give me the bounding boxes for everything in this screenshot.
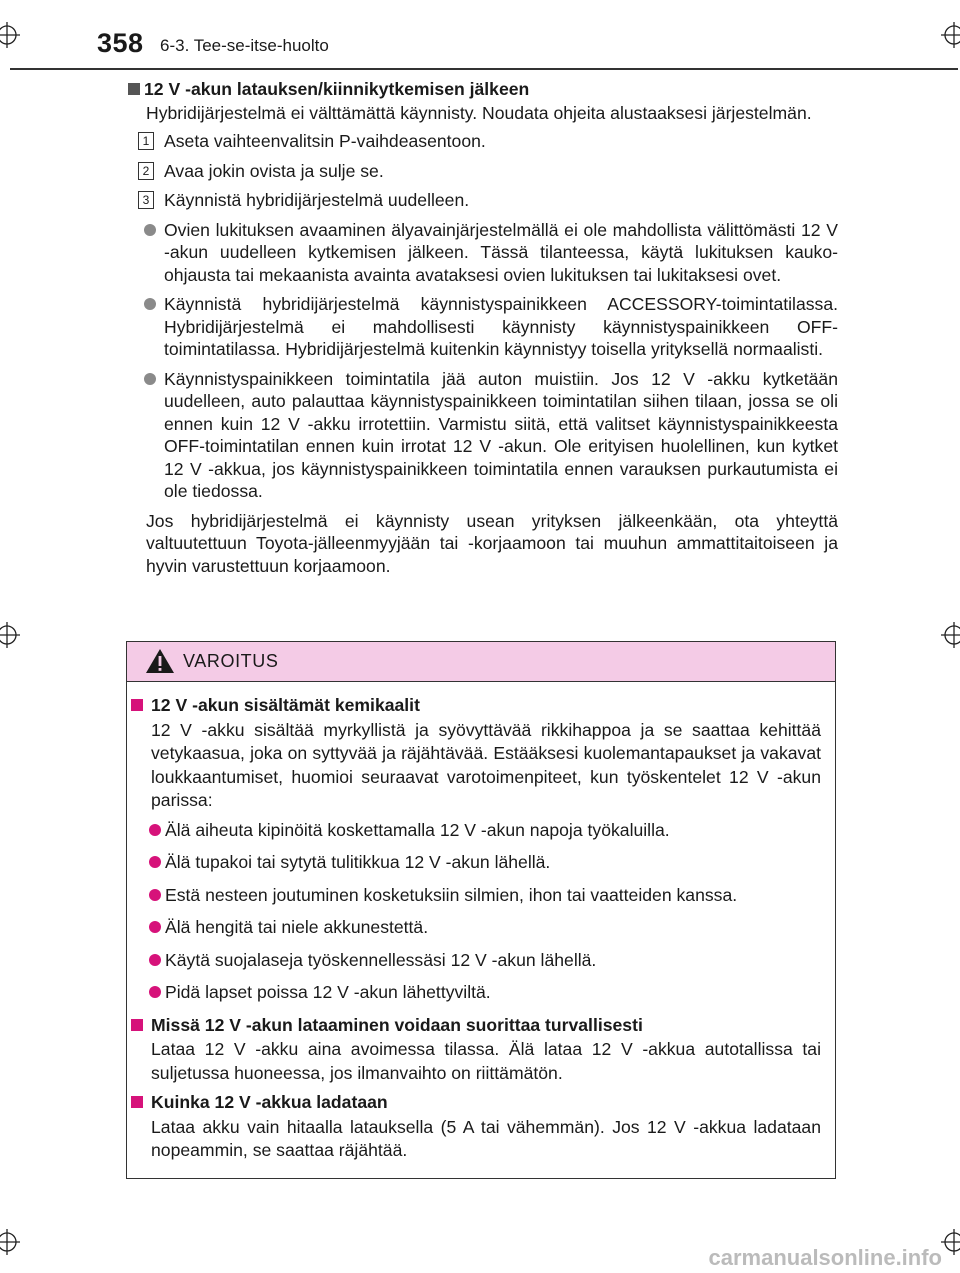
warning-paragraph: Lataa 12 V -akku aina avoimessa tilassa. Älä lataa 12 V -akkua autotallissa tai suljetussa huoneessa, jos ilmanvaihto on riittämätön. [151, 1039, 821, 1083]
step-text: Avaa jokin ovista ja sulje se. [164, 160, 384, 181]
warning-paragraph: 12 V -akku sisältää myrkyllistä ja syövyttävää rikkihappoa ja se saattaa kehittää vetykaasua, joka on syttyvää ja räjähtävää. Estääksesi kuolemantapaukset ja vakavat loukkaantumiset, huomioi seuraavat varotoimenpiteet, kun työskentelet 12 V -akun parissa: [151, 719, 821, 810]
crop-mark-mid-left-icon [0, 622, 20, 648]
step-item [126, 189, 838, 212]
circle-bullet-icon [144, 224, 156, 236]
warning-body [127, 694, 835, 1169]
warning-section-heading: 12 V -akun sisältämät kemikaalit [127, 694, 835, 718]
warning-bullet: Käytä suojalaseja työskennellessäsi 12 V -akun lähellä. [127, 949, 835, 973]
closing-paragraph: Jos hybridijärjestelmä ei käynnisty usean yrityksen jälkeenkään, ota yhteyttä valtuutettuun Toyota-jälleenmyyjään tai -korjaamoon tai muuhun ammattitaitoiseen ja hyvin varustettuun korjaamoon. [146, 510, 838, 576]
step-number-box: 2 [138, 162, 154, 180]
warning-bullet: Älä hengitä tai niele akkunestettä. [127, 916, 835, 940]
info-bullet: Käynnistä hybridijärjestelmä käynnistyspainikkeen ACCESSORY-toimintatilassa. Hybridijärjestelmä ei mahdollisesti käynnisty käynnistyspainikkeen OFF-toimintatilassa. Hybridijärjestelmä kuitenkin käynnistyy toisella yrityksellä normaalisti. [126, 293, 838, 361]
info-bullet: Käynnistyspainikkeen toimintatila jää auton muistiin. Jos 12 V -akku kytketään uudelleen, auto palauttaa käynnistyspainikkeen toimintatilan siihen tilaan, jossa se oli ennen kuin 12 V -akku irrotettiin. Varmistu siitä, että valitset käynnistyspainikkeesta OFF-toimintatilan ennen kuin irrotat 12 V -akun. Ole erityisen huolellinen, kun kytket 12 V -akkua, jos käynnistyspainikkeen toimintatila ennen varauksen purkautumista ei ole tiedossa. [126, 368, 838, 503]
square-bullet-icon [131, 1096, 143, 1108]
page-number: 358 [97, 28, 144, 58]
page-header [0, 22, 960, 70]
warning-bullet: Älä aiheuta kipinöitä koskettamalla 12 V -akun napoja työkaluilla. [127, 819, 835, 843]
info-bullet: Ovien lukituksen avaaminen älyavainjärjestelmällä ei ole mahdollista välittömästi 12 V -akun uudelleen kytkemisen jälkeen. Tässä tilanteessa, käytä lukituksen kauko-ohjausta tai mekaanista avainta avataksesi ovien lukituksen tai lukitaksesi ovet. [126, 219, 838, 287]
warning-label: VAROITUS [183, 651, 279, 671]
circle-bullet-icon [149, 824, 161, 836]
step-item [126, 160, 838, 183]
step-number-box: 3 [138, 191, 154, 209]
crop-mark-mid-right-icon [941, 622, 960, 648]
square-bullet-icon [131, 1019, 143, 1031]
warning-paragraph: Lataa akku vain hitaalla latauksella (5 A tai vähemmän). Jos 12 V -akkua ladataan nopeammin, se saattaa räjähtää. [151, 1116, 821, 1160]
warning-bullet: Älä tupakoi tai sytytä tulitikkua 12 V -akun lähellä. [127, 851, 835, 875]
circle-bullet-icon [149, 986, 161, 998]
circle-bullet-icon [144, 373, 156, 385]
circle-bullet-icon [149, 889, 161, 901]
crop-mark-bottom-right-icon [941, 1229, 960, 1255]
circle-bullet-icon [149, 921, 161, 933]
warning-box [126, 641, 836, 1179]
step-number-box: 1 [138, 132, 154, 150]
warning-bullet: Pidä lapset poissa 12 V -akun lähettyviltä. [127, 981, 835, 1005]
step-text: Käynnistä hybridijärjestelmä uudelleen. [164, 190, 470, 210]
section-heading: 12 V -akun latauksen/kiinnikytkemisen jälkeen [126, 78, 838, 101]
section-title: 6-3. Tee-se-itse-huolto [160, 36, 329, 55]
watermark-logo: carmanualsonline.info [708, 1245, 942, 1270]
warning-triangle-icon [145, 648, 175, 674]
circle-bullet-icon [149, 856, 161, 868]
warning-section-heading: Kuinka 12 V -akkua ladataan [127, 1091, 835, 1115]
step-item [126, 130, 838, 153]
circle-bullet-icon [144, 298, 156, 310]
warning-header [127, 642, 835, 682]
square-bullet-icon [128, 83, 140, 95]
step-text: Aseta vaihteenvalitsin P-vaihdeasentoon. [164, 131, 486, 151]
crop-mark-bottom-left-icon [0, 1229, 20, 1255]
header-divider [10, 68, 958, 70]
square-bullet-icon [131, 699, 143, 711]
warning-section-heading: Missä 12 V -akun lataaminen voidaan suorittaa turvallisesti [127, 1014, 835, 1038]
main-content [126, 78, 838, 583]
intro-paragraph: Hybridijärjestelmä ei välttämättä käynnisty. Noudata ohjeita alustaaksesi järjestelmän. [146, 102, 812, 123]
warning-bullet: Estä nesteen joutuminen kosketuksiin silmien, ihon tai vaatteiden kanssa. [127, 884, 835, 908]
circle-bullet-icon [149, 954, 161, 966]
